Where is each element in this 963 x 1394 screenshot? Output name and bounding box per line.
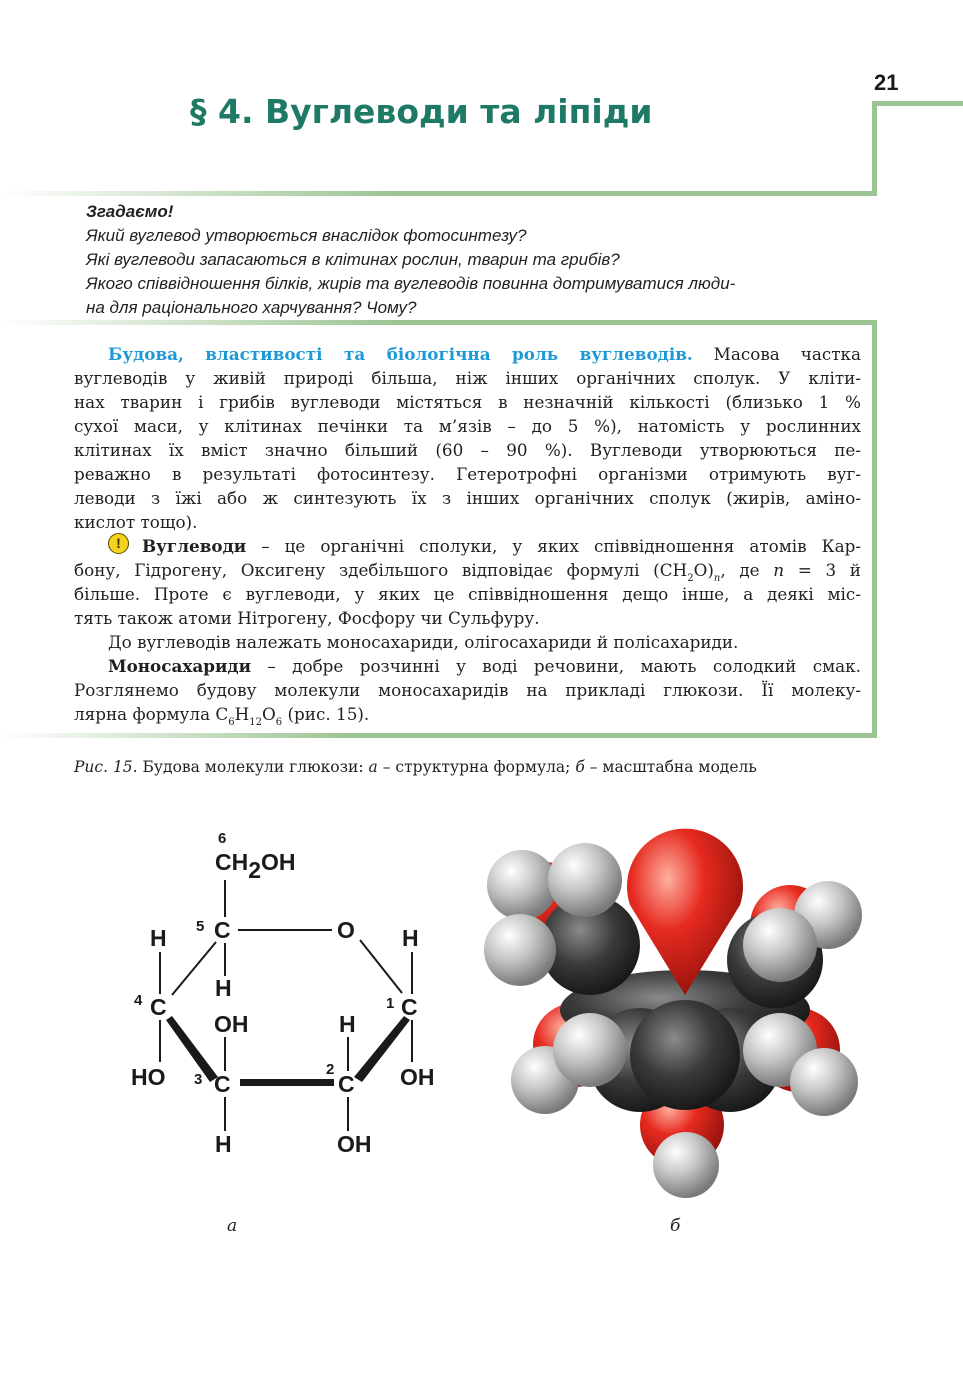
para1-line: сухої маси, у клітинах печінки та м’язів – до 5 %), натомість у рослинних (74, 416, 861, 436)
recall-heading: Згадаємо! (86, 202, 174, 221)
para4-line: Розглянемо будову молекули моносахаридів на прикладі глюкози. Її молеку- (74, 680, 861, 700)
recall-line: на для раціонального харчування? Чому? (86, 298, 417, 317)
frame-recall-bottom (0, 320, 877, 325)
glucose-structural-formula (0, 800, 470, 1200)
para1-line: нах тварин і грибів вуглеводи містяться в незначній кількості (близько 1 % (74, 392, 861, 412)
carbon-3: C (214, 1071, 231, 1097)
text-run: = 3 й (784, 560, 861, 580)
text-run: O (262, 704, 276, 724)
text-run: , де (720, 560, 774, 580)
para4-line (108, 654, 861, 678)
carbon-number-4: 4 (134, 992, 143, 1009)
para1-line: кислот тощо). (74, 512, 198, 532)
ring-oxygen: O (337, 917, 355, 943)
warning-icon: ! (108, 533, 129, 554)
para3-line: До вуглеводів належать моносахариди, олігосахариди й полісахариди. (108, 632, 739, 652)
carbon-number-2: 2 (326, 1061, 335, 1078)
carbon-number-1: 1 (386, 995, 395, 1012)
para4-line (74, 702, 861, 730)
para2-line (142, 534, 861, 558)
carbon-number-3: 3 (194, 1071, 203, 1088)
carbon-4: C (150, 994, 167, 1020)
ch2oh-label (215, 849, 296, 883)
figure-label-a: а (227, 1216, 238, 1236)
para1-line: реважно в результаті фотосинтезу. Гетеротрофні організми отримують вуг- (74, 464, 861, 484)
hydroxyl-c1: OH (400, 1064, 435, 1090)
hydrogen-atom (790, 1048, 858, 1116)
carbon-atom (630, 1000, 740, 1110)
subscript: 2 (687, 573, 694, 584)
para1-line: клітинах їх вміст значно більший (60 – 90 %). Вуглеводи утворюються пе- (74, 440, 861, 460)
text-run: CH (215, 849, 249, 875)
para1-line (108, 342, 861, 366)
para1-line1-rest: Масова частка (692, 344, 861, 364)
figure-caption (74, 758, 757, 776)
para1-line: вуглеводів у живій природі більша, ніж інших органічних сполук. У кліти- (74, 368, 861, 388)
subscript: 6 (275, 717, 283, 728)
hydroxyl-c3: OH (214, 1011, 249, 1037)
variable-n: n (773, 560, 785, 580)
frame-right-lower (872, 325, 877, 735)
hydrogen-atom (484, 914, 556, 986)
para2-l1-rest: – це органічні сполуки, у яких співвідношення атомів Кар- (246, 536, 861, 556)
subscript: 6 (228, 717, 235, 728)
hydroxyl-c2: OH (337, 1131, 372, 1157)
carbon-1: C (401, 994, 418, 1020)
carbon-number-5: 5 (196, 918, 205, 935)
frame-body-bottom (0, 733, 877, 738)
subscript: 2 (248, 857, 262, 883)
text-run: O) (693, 560, 714, 580)
para1-lead: Будова, властивості та біологічна роль вуглеводів. (108, 344, 693, 364)
term-carbohydrates: Вуглеводи (142, 536, 247, 556)
figure-label-b: б (670, 1216, 681, 1236)
hydrogen-atom (743, 908, 817, 982)
hydrogen-c3: H (215, 1131, 232, 1157)
text-run: бону, Гідрогену, Оксигену здебільшого відповідає формулі (CH (74, 560, 688, 580)
frame-recall-top (0, 191, 877, 196)
text-run: . Будова молекули глюкози: (132, 758, 369, 776)
hydrogen-atom (553, 1013, 627, 1087)
recall-line: Якого співвідношення білків, жирів та вуглеводів повинна дотримуватися люди- (86, 274, 736, 293)
caption-fig-ref: Рис. 15 (74, 758, 133, 776)
hydrogen-atom (653, 1132, 719, 1198)
text-run: лярна формула C (74, 704, 229, 724)
text-run: а (368, 758, 378, 776)
hydroxyl-c4: HO (131, 1064, 166, 1090)
recall-line: Які вуглеводи запасаються в клітинах рослин, тварин та грибів? (86, 250, 620, 269)
section-title: § 4. Вуглеводи та ліпіди (190, 92, 653, 131)
text-run: – добре розчинні у воді речовини, мають солодкий смак. (251, 656, 861, 676)
hydrogen-c5: H (215, 975, 232, 1001)
text-run: – масштабна модель (584, 758, 757, 776)
carbon-5: C (214, 917, 231, 943)
hydrogen-c2: H (339, 1011, 356, 1037)
term-monosaccharides: Моносахариди (108, 656, 252, 676)
para2-line: тять також атоми Нітрогену, Фосфору чи Сульфуру. (74, 608, 540, 628)
carbon-2: C (338, 1071, 355, 1097)
text-run: H (234, 704, 250, 724)
hydrogen-c1: H (402, 925, 419, 951)
text-run: (рис. 15). (282, 704, 370, 724)
hydrogen-atom (487, 850, 557, 920)
recall-line: Який вуглевод утворюється внаслідок фотосинтезу? (86, 226, 527, 245)
ring-oxygen-atom (627, 829, 743, 995)
subscript: 12 (249, 717, 263, 728)
glucose-space-filling-model (470, 810, 890, 1200)
para2-line: більше. Проте є вуглеводи, у яких це співвідношення дещо інше, а деякі міс- (74, 584, 861, 604)
para1-line: леводи з їжі або ж синтезують їх з інших органічних сполук (жирів, аміно- (74, 488, 861, 508)
hydrogen-c4: H (150, 925, 167, 951)
text-run: – структурна формула; (377, 758, 576, 776)
hydrogen-atom (548, 843, 622, 917)
frame-right-upper (872, 101, 877, 196)
text-run: OH (261, 849, 296, 875)
text-run: б (575, 758, 585, 776)
frame-top-right (874, 101, 963, 106)
page-number: 21 (874, 70, 899, 95)
carbon-number-6: 6 (218, 830, 227, 847)
subscript: n (713, 573, 721, 584)
